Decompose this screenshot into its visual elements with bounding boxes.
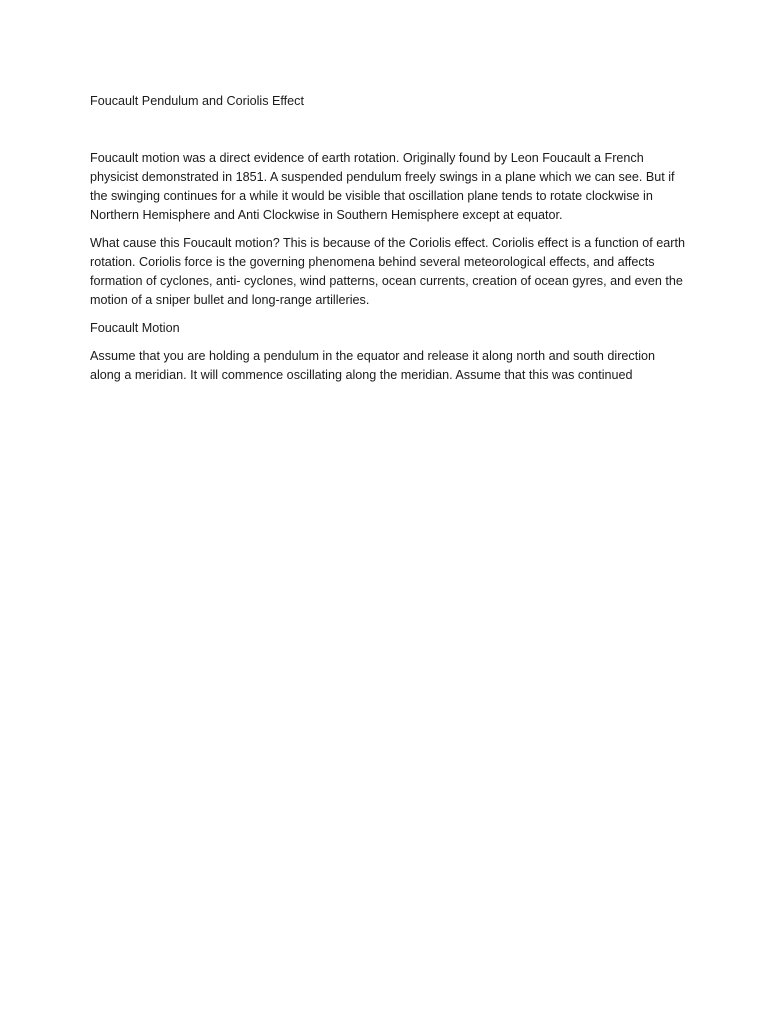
paragraph-coriolis: What cause this Foucault motion? This is because of the Coriolis effect. Coriolis effect is a function of earth rotation. Coriolis force is the governing phenomena behind several meteorological effects, and affects formation of cyclones, anti- cyclones, wind patterns, ocean currents, creation of ocean gyres, and even the motion of a sniper bullet and long-range artilleries.	[90, 236, 686, 307]
document-title: Foucault Pendulum and Coriolis Effect	[90, 94, 304, 108]
section-heading: Foucault Motion	[90, 321, 180, 335]
document-body	[90, 92, 685, 394]
paragraph-foucault-motion: Assume that you are holding a pendulum in the equator and release it along north and south direction along a meridian. It will commence oscillating along the meridian. Assume that this was continued	[90, 349, 655, 382]
paragraph-intro: Foucault motion was a direct evidence of earth rotation. Originally found by Leon Foucault a French physicist demonstrated in 1851. A suspended pendulum freely swings in a plane which we can see. But if the swinging continues for a while it would be visible that oscillation plane tends to rotate clockwise in Northern Hemisphere and Anti Clockwise in Southern Hemisphere except at equator.	[90, 151, 675, 222]
